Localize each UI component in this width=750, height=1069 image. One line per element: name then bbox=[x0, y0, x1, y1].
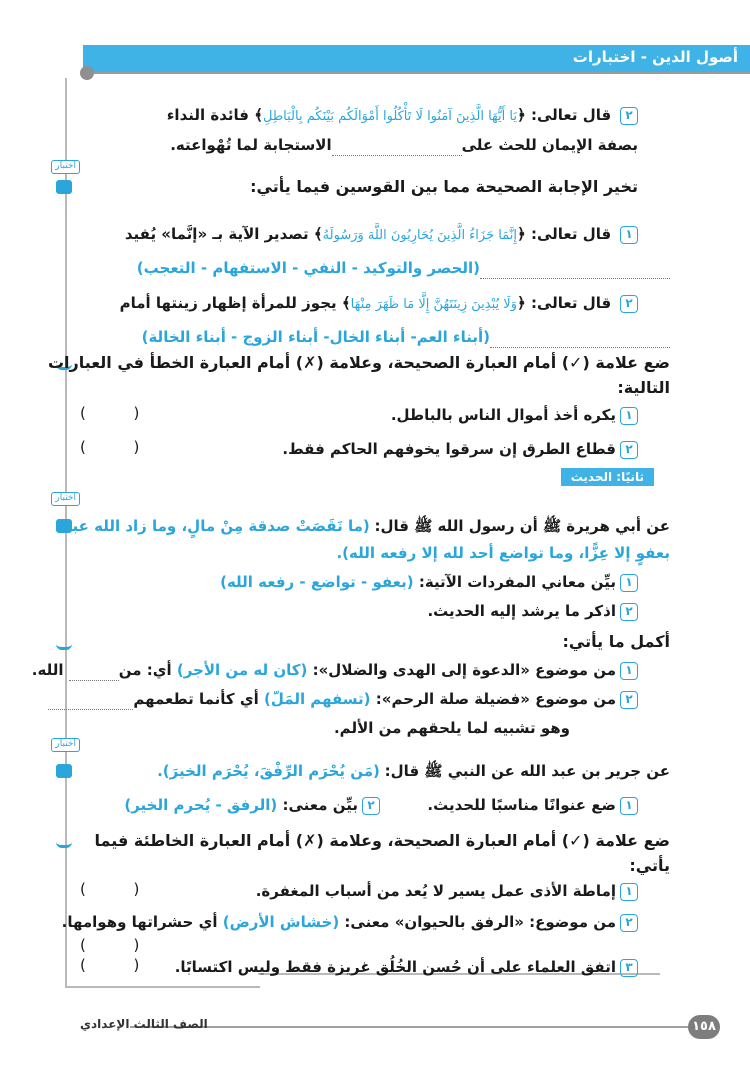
hadith2-line: عن جرير بن عبد الله عن النبي ﷺ قال: (مَن يُحْرَم الرِّفْقَ، يُحْرَم الخيرَ). bbox=[157, 762, 670, 780]
sectionB-item1: ١يكره أخذ أموال الناس بالباطل. bbox=[391, 404, 638, 426]
header-bar bbox=[83, 45, 750, 72]
sectionB-item2: ٢قطاع الطرق إن سرقوا يخوفهم الحاكم فقط. bbox=[282, 438, 638, 460]
answer-parens[interactable]: ( ) bbox=[80, 438, 140, 456]
verse-text: وَلَا يُبْدِينَ زِينَتَهُنَّ إِلَّا مَا ظَهَرَ مِنْهَا bbox=[350, 297, 517, 312]
answer-blank bbox=[69, 680, 119, 681]
footer-line bbox=[130, 1026, 690, 1028]
section-bullet bbox=[56, 764, 72, 778]
page-number: ١٥٨ bbox=[688, 1015, 720, 1039]
answer-blank bbox=[48, 709, 133, 710]
hadith1-line1: عن أبي هريرة ﷺ أن رسول الله ﷺ قال: (ما نَقَصَتْ صدقة مِنْ مالٍ، وما زاد الله عبدًا bbox=[58, 517, 670, 535]
answer-blank bbox=[332, 155, 462, 156]
header-dot bbox=[80, 66, 94, 80]
sectionC-item2: ٢من موضوع: «الرفق بالحيوان» معنى: (خشاش الأرض) أي حشراتها وهوامها. bbox=[62, 911, 638, 933]
verse-text: إِنَّمَا جَزَاءُ الَّذِينَ يُحَارِبُونَ اللَّهَ وَرَسُولَهُ bbox=[322, 228, 517, 243]
sectionB-heading: ضع علامة (✓) أمام العبارة الصحيحة، وعلامة (✗) أمام العبارة الخطأ في العبارات bbox=[47, 353, 670, 372]
frame-bottom-border bbox=[65, 986, 260, 988]
section-bullet bbox=[56, 638, 72, 650]
hadith1-line2: بعفوٍ إلا عِزًّا، وما تواضع أحد لله إلا رفعه الله). bbox=[336, 544, 670, 562]
q2-line1: ٢ قال تعالى: ﴿يَا أَيُّهَا الَّذِينَ آمَنُوا لَا تَأْكُلُوا أَمْوَالَكُم بَيْنَكُم بِالْبَاطِلِ﴾ فائدة النداء bbox=[167, 104, 638, 128]
hadith2-item1: ١ضع عنوانًا مناسبًا للحديث. bbox=[427, 794, 638, 816]
section-bullet bbox=[56, 836, 72, 848]
hadith1-item1: ١بيِّن معاني المفردات الآتية: (بعفو - تواضع - رفعه الله) bbox=[220, 571, 638, 593]
complete-item2-cont: وهو تشبيه لما يلحقهم من الألم. bbox=[333, 719, 570, 737]
section-bullet bbox=[56, 180, 72, 194]
hadith2-item2: ٢بيِّن معنى: (الرفق - يُحرم الخير) bbox=[124, 794, 380, 816]
exam-tag: اختبار bbox=[51, 492, 80, 506]
exam-tag: اختبار bbox=[51, 738, 80, 752]
answer-parens[interactable]: ( ) bbox=[80, 936, 140, 954]
sectionA-item1-options: (الحصر والتوكيد - النفي - الاستفهام - التعجب) bbox=[137, 257, 670, 279]
sectionC-heading: ضع علامة (✓) أمام العبارة الصحيحة، وعلامة (✗) أمام العبارة الخاطئة فيما bbox=[94, 831, 670, 850]
sectionA-item2-options: (أبناء العم- أبناء الخال- أبناء الزوج - أبناء الخالة) bbox=[142, 326, 670, 348]
header-underline bbox=[83, 72, 750, 74]
complete-item2: ٢من موضوع «فضيلة صلة الرحم»: (تسفهم المَلّ) أي كأنما تطعمهم bbox=[48, 688, 638, 710]
q2-line2: بصفة الإيمان للحث علىالاستجابة لما تُهْواعته. bbox=[170, 136, 638, 154]
answer-parens[interactable]: ( ) bbox=[80, 404, 140, 422]
answer-parens[interactable]: ( ) bbox=[80, 880, 140, 898]
complete-heading: أكمل ما يأتي: bbox=[562, 632, 670, 651]
complete-item1: ١من موضوع «الدعوة إلى الهدى والضلال»: (كان له من الأجر) أي: من الله. bbox=[32, 659, 638, 681]
exam-tag: اختبار bbox=[51, 160, 80, 174]
hadith1-item2: ٢اذكر ما يرشد إليه الحديث. bbox=[427, 600, 638, 622]
answer-blank bbox=[490, 347, 670, 348]
sectionA-heading: تخير الإجابة الصحيحة مما بين القوسين فيما يأتي: bbox=[250, 177, 638, 196]
item-number: ٢ bbox=[620, 107, 638, 125]
sectionC-item3: ٣اتفق العلماء على أن حُسن الخُلُق غريزة فقط وليس اكتسابًا. bbox=[175, 956, 638, 978]
page-header-title: أصول الدين - اختبارات bbox=[572, 48, 738, 66]
sectionC-heading-cont: يأتي: bbox=[629, 856, 670, 875]
sectionC-item1: ١إماطة الأذى عمل يسير لا يُعد من أسباب المغفرة. bbox=[256, 880, 638, 902]
footer-grade: الصف الثالث الإعدادي bbox=[80, 1017, 208, 1031]
sectionB-heading-cont: التالية: bbox=[617, 378, 670, 397]
hadith-section-tab: ثانيًا: الحديث bbox=[561, 468, 654, 486]
answer-parens[interactable]: ( ) bbox=[80, 956, 140, 974]
sectionA-item2: ٢ قال تعالى: ﴿وَلَا يُبْدِينَ زِينَتَهُنَّ إِلَّا مَا ظَهَرَ مِنْهَا﴾ يجوز للمرأة إظهار زينتها أمام bbox=[120, 292, 638, 316]
sectionA-item1: ١ قال تعالى: ﴿إِنَّمَا جَزَاءُ الَّذِينَ يُحَارِبُونَ اللَّهَ وَرَسُولَهُ﴾ تصدير الآية بـ «إنَّما» يُفيد bbox=[125, 223, 638, 247]
verse-text: يَا أَيُّهَا الَّذِينَ آمَنُوا لَا تَأْكُلُوا أَمْوَالَكُم بَيْنَكُم بِالْبَاطِلِ bbox=[262, 109, 517, 124]
answer-blank bbox=[480, 278, 670, 279]
